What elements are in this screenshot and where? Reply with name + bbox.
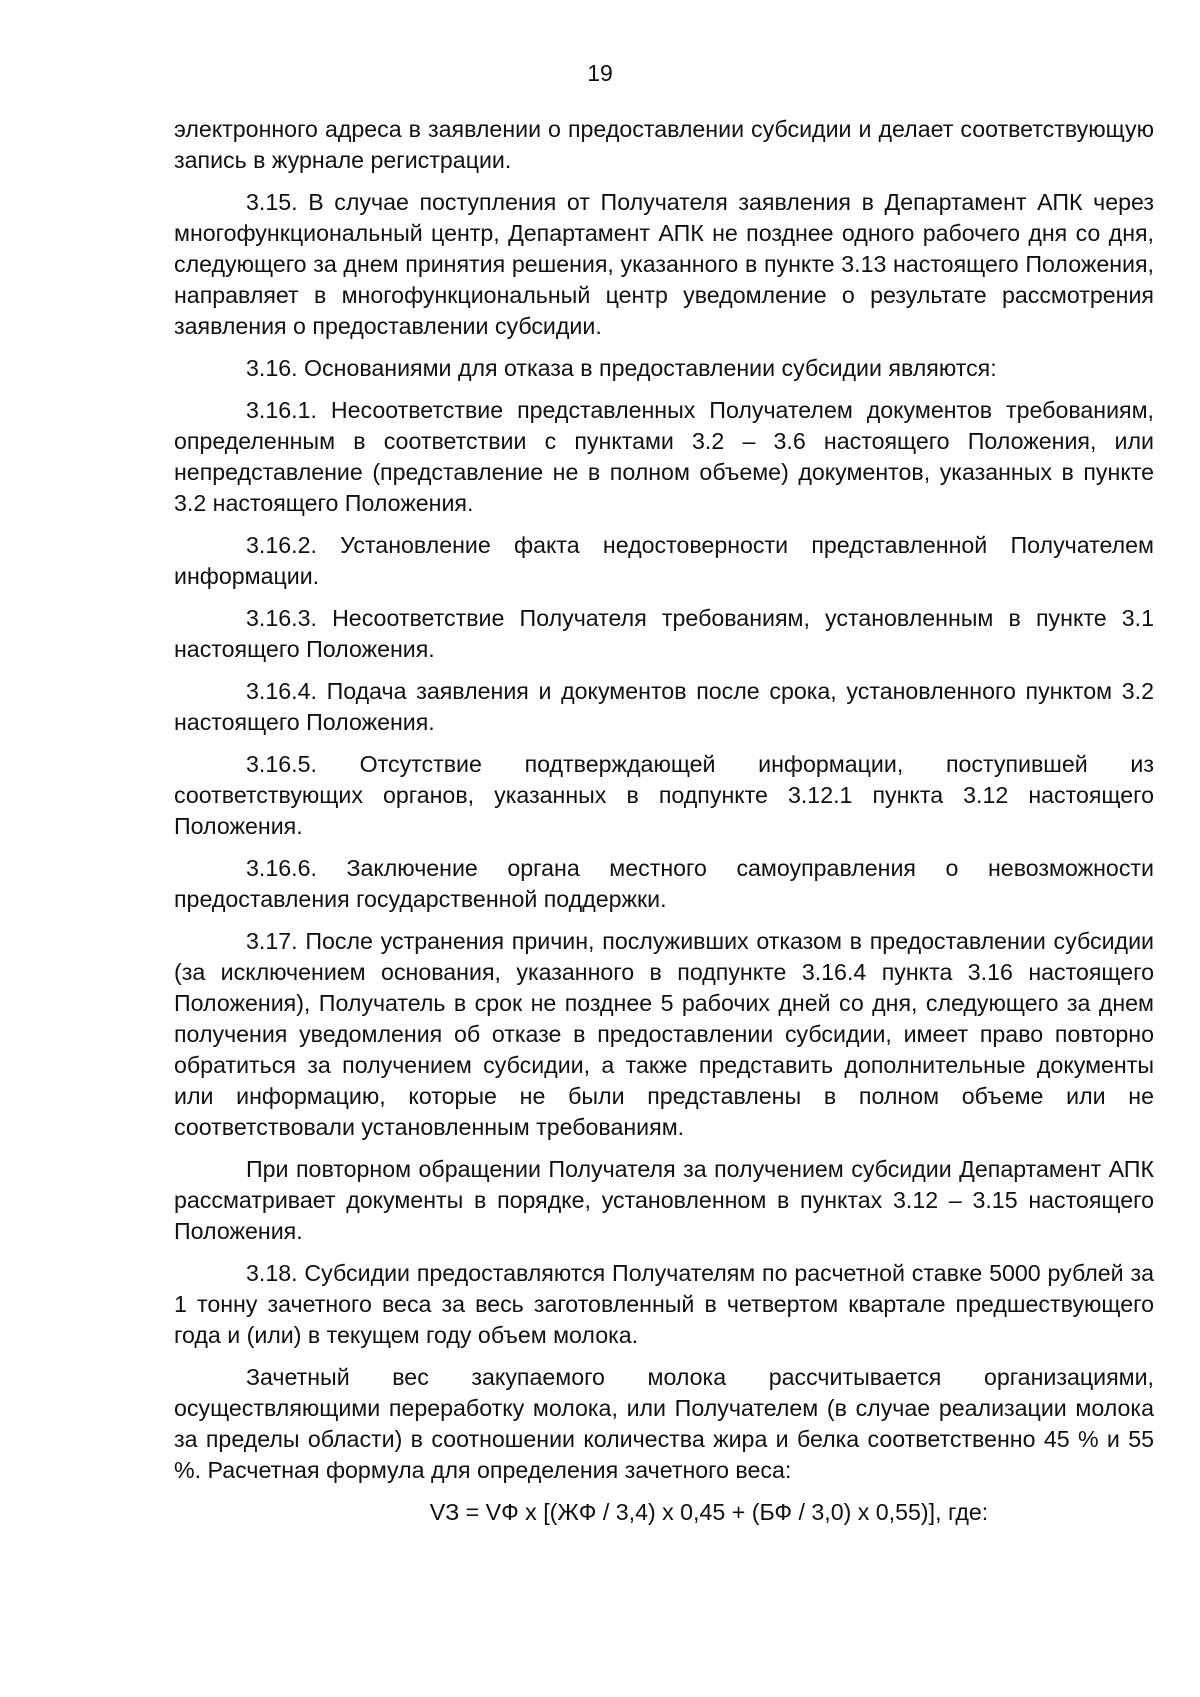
paragraph-3-17: 3.17. После устранения причин, послуживших отказом в предоставлении субсидии (за исключением основания, указанного в подпункте 3.16.4 пункта 3.16 настоящего Положения), Получатель в срок не позднее 5 рабочих дней со дня, следующего за днем получения уведомления об отказе в предоставлении субсидии, имеет право повторно обратиться за получением субсидии, а также представить дополнительные документы или информацию, которые не были представлены в полном объеме или не соответствовали установленным требованиям. bbox=[174, 928, 1154, 1140]
paragraph-credit-weight: Зачетный вес закупаемого молока рассчитывается организациями, осуществляющими переработку молока, или Получателем (в случае реализации молока за пределы области) в соотношении количества жира и белка соответственно 45 % и 55 %. Расчетная формула для определения зачетного веса: bbox=[174, 1364, 1154, 1483]
paragraph-continuation: электронного адреса в заявлении о предоставлении субсидии и делает соответствующую запись в журнале регистрации. bbox=[174, 116, 1154, 173]
paragraph-3-16-6: 3.16.6. Заключение органа местного самоуправления о невозможности предоставления государственной поддержки. bbox=[174, 855, 1154, 912]
paragraph-3-16-1: 3.16.1. Несоответствие представленных Получателем документов требованиям, определенным в соответствии с пунктами 3.2 – 3.6 настоящего Положения, или непредставление (представление не в полном объеме) документов, указанных в пункте 3.2 настоящего Положения. bbox=[174, 397, 1154, 516]
page-number: 19 bbox=[587, 60, 613, 86]
paragraph-3-18: 3.18. Субсидии предоставляются Получателям по расчетной ставке 5000 рублей за 1 тонну зачетного веса за весь заготовленный в четвертом квартале предшествующего года и (или) в текущем году объем молока. bbox=[174, 1260, 1154, 1348]
paragraph-3-15: 3.15. В случае поступления от Получателя заявления в Департамент АПК через многофункциональный центр, Департамент АПК не позднее одного рабочего дня со дня, следующего за днем принятия решения, указанного в пункте 3.13 настоящего Положения, направляет в многофункциональный центр уведомление о результате рассмотрения заявления о предоставлении субсидии. bbox=[174, 189, 1154, 339]
paragraph-3-16-2: 3.16.2. Установление факта недостоверности представленной Получателем информации. bbox=[174, 532, 1154, 589]
paragraph-repeat-request: При повторном обращении Получателя за получением субсидии Департамент АПК рассматривает документы в порядке, установленном в пунктах 3.12 – 3.15 настоящего Положения. bbox=[174, 1156, 1154, 1244]
paragraph-3-16-5: 3.16.5. Отсутствие подтверждающей информации, поступившей из соответствующих органов, указанных в подпункте 3.12.1 пункта 3.12 настоящего Положения. bbox=[174, 751, 1154, 839]
paragraph-3-16-4: 3.16.4. Подача заявления и документов после срока, установленного пунктом 3.2 настоящего Положения. bbox=[174, 678, 1154, 735]
paragraph-3-16: 3.16. Основаниями для отказа в предоставлении субсидии являются: bbox=[246, 355, 997, 381]
document-body bbox=[174, 114, 1154, 1528]
credit-weight-formula: VЗ = VФ х [(ЖФ / 3,4) х 0,45 + (БФ / 3,0) х 0,55)], где: bbox=[429, 1499, 989, 1525]
paragraph-3-16-3: 3.16.3. Несоответствие Получателя требованиям, установленным в пункте 3.1 настоящего Положения. bbox=[174, 605, 1154, 662]
